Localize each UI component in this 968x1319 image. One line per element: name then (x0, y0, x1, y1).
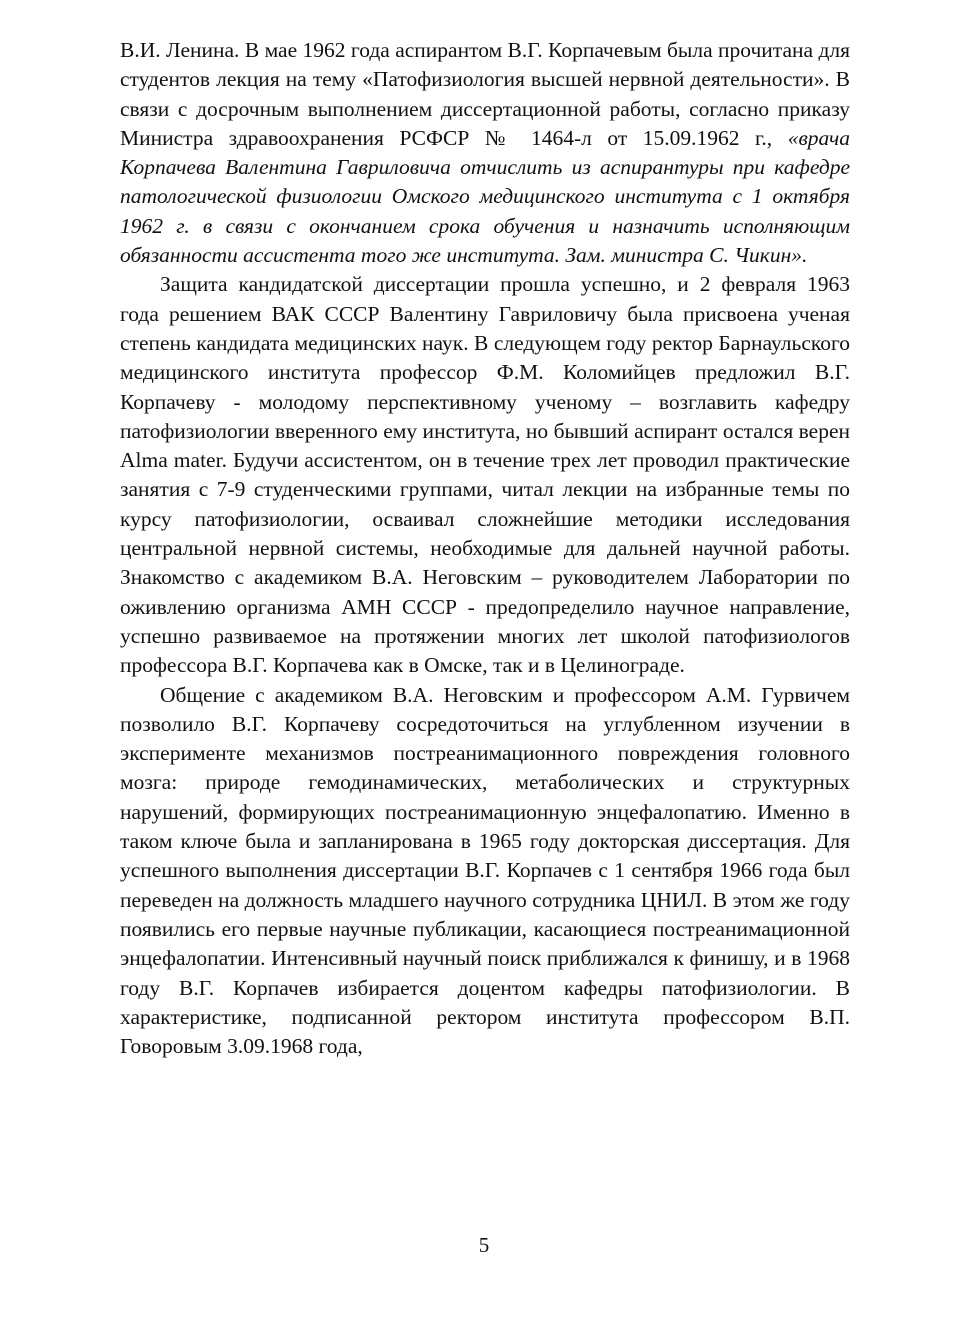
paragraph-1-text: В.И. Ленина. В мае 1962 года аспирантом В.Г. Корпачевым была прочитана для студентов лекция на тему «Патофизиология высшей нервной деятельности». В связи с досрочным выполнением диссертационной работы, согласно приказу Министра здравоохранения РСФСР № 1464-л от 15.09.1962 г., (120, 38, 850, 150)
page-number: 5 (478, 1233, 490, 1257)
paragraph-3: Общение с академиком В.А. Неговским и профессором А.М. Гурвичем позволило В.Г. Корпачеву сосредоточиться на углубленном изучении в эксперименте механизмов постреанимационного повреждения головного мозга: природе гемодинамических, метаболических и структурных нарушений, формирующих постреанимационную энцефалопатию. Именно в таком ключе была и запланирована в 1965 году докторская диссертация. Для успешного выполнения диссертации В.Г. Корпачев с 1 сентября 1966 года был переведен на должность младшего научного сотрудника ЦНИЛ. В этом же году появились его первые научные публикации, касающиеся постреанимационной энцефалопатии. Интенсивный научный поиск приближался к финишу, и в 1968 году В.Г. Корпачев избирается доцентом кафедры патофизиологии. В характеристике, подписанной ректором института профессором В.П. Говоровым 3.09.1968 года, (120, 682, 850, 1059)
paragraph-1 (120, 36, 850, 270)
paragraph-2: Защита кандидатской диссертации прошла успешно, и 2 февраля 1963 года решением ВАК СССР Валентину Гавриловичу была присвоена ученая степень кандидата медицинских наук. В следующем году ректор Барнаульского медицинского института профессор Ф.М. Коломийцев предложил В.Г. Корпачеву - молодому перспективному ученому – возглавить кафедру патофизиологии вверенного ему института, но бывший аспирант остался верен Alma mater. Будучи ассистентом, он в течение трех лет проводил практические занятия с 7-9 студенческими группами, читал лекции на избранные темы по курсу патофизиологии, осваивал сложнейшие методики исследования центральной нервной системы, необходимые для дальней научной работы. Знакомство с академиком В.А. Неговским – руководителем Лаборатории по оживлению организма АМН СССР - предопределило научное направление, успешно развиваемое на протяжении многих лет школой патофизиологов профессора В.Г. Корпачева как в Омске, так и в Целинограде. (120, 272, 850, 678)
order-quote: «врача Корпачева Валентина Гавриловича отчислить из аспирантуры при кафедре патологической физиологии Омского медицинского института с 1 октября 1962 г. в связи с окончанием срока обучения и назначить исполняющим обязанности ассистента того же института. Зам. министра С. Чикин». (120, 125, 850, 268)
document-page (120, 36, 850, 1061)
